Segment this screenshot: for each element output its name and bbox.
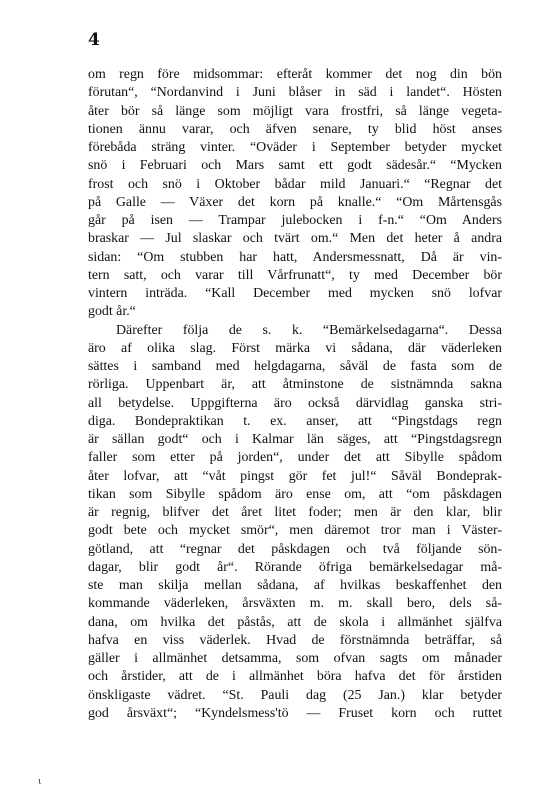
text-line: diga. Bondepraktikan t. ex. anser, att “Pingstdags regn <box>88 413 502 429</box>
text-line: åter lofvar, att “våt pingst gör fet jul!“ Såväl Bondeprak- <box>88 468 502 484</box>
text-line: tikan som Sibylle spådom äro ense om, att “om påskdagen <box>88 486 502 502</box>
text-line: och årstider, att de i allmänhet böra hafva det för årstiden <box>88 669 502 685</box>
text-line: ste man skilja mellan sådana, af hvilkas beskaffenhet den <box>88 578 502 593</box>
text-line: förebåda sträng vinter. “Oväder i September betyder mycket <box>88 140 502 155</box>
text-line: dagar, blir godt år“. Rörande öfriga bemärkelsedagar må- <box>88 559 502 575</box>
text-line: Därefter följa de s. k. “Bemärkelsedagarna“. Dessa <box>116 322 502 338</box>
text-line: förutan“, “Nordanvind i Juni blåser in säd i landet“. Hösten <box>88 85 502 101</box>
text-line: all betydelse. Uppgifterna äro också därvidlag ganska stri- <box>88 395 502 411</box>
text-line: sättes i samband med helgdagarna, såväl de fasta som de <box>88 359 502 374</box>
text-line: går på isen — Trampar julebocken i f-n.“ “Om Anders <box>88 213 502 228</box>
text-line: frost och snö i Oktober bådar mild Januari.“ “Regnar det <box>88 176 502 192</box>
text-line: kommande väderleken, årsväxten m. m. skall bero, dels så- <box>88 596 502 612</box>
text-line: godt år.“ <box>88 304 136 320</box>
text-line: önskligaste vädret. “St. Pauli dag (25 Jan.) klar betyder <box>88 687 502 703</box>
text-line: braskar — Jul slaskar och tvärt om.“ Men det heter å andra <box>88 231 502 247</box>
text-line: äro af olika slag. Först märka vi sådana, där väderleken <box>88 340 502 356</box>
text-line: snö i Februari och Mars samt ett godt sädesår.“ “Mycken <box>88 158 502 174</box>
text-line: gäller i allmänhet detsamma, som ofvan sagts om månader <box>88 651 502 666</box>
text-line: godt bete och mycket smör“, men däremot tror man i Väster- <box>88 523 502 539</box>
text-line: sidan: “Om stubben har hatt, Andersmessnatt, Då är vin- <box>88 249 502 265</box>
text-line: är regnig, blifver det året litet foder; men är den klar, blir <box>88 505 502 520</box>
text-line: faller som etter på jorden“, under det att Sibylle spådom <box>88 450 502 466</box>
text-line: på Galle — Växer det korn på knalle.“ “Om Mårtensgås <box>88 194 502 210</box>
body-text <box>88 66 502 723</box>
text-line: vintern inträda. “Kall December med mycken snö lofvar <box>88 286 502 301</box>
text-line: dana, om hvilka det påstås, att de skola i allmänhet själfva <box>88 614 502 630</box>
text-line: götland, att “regnar det påskdagen och två följande sön- <box>88 541 502 557</box>
text-line: hafva en viss väderlek. Hvad de förstnämnda beträffar, så <box>88 632 502 648</box>
text-line: åter bör så länge som möjligt vara frostfri, så länge vegeta- <box>88 103 502 119</box>
text-line: tern satt, och varar till Vårfrunatt“, ty med December bör <box>88 267 502 283</box>
text-line: är sällan godt“ och i Kalmar län säges, att “Pingstdagsregn <box>88 432 502 447</box>
text-line: rörliga. Uppenbart är, att åtminstone de sistnämnda sakna <box>88 377 502 393</box>
text-line: tionen ännu varar, och äfven senare, ty blid höst anses <box>88 121 502 137</box>
text-line: om regn före midsommar: efteråt kommer det nog din bön <box>88 67 502 82</box>
text-line: god årsväxt“; “Kyndelsmess'tö — Fruset korn och ruttet <box>88 705 502 721</box>
corner-mark: ι <box>38 777 42 787</box>
page-number: 4 <box>88 30 100 50</box>
